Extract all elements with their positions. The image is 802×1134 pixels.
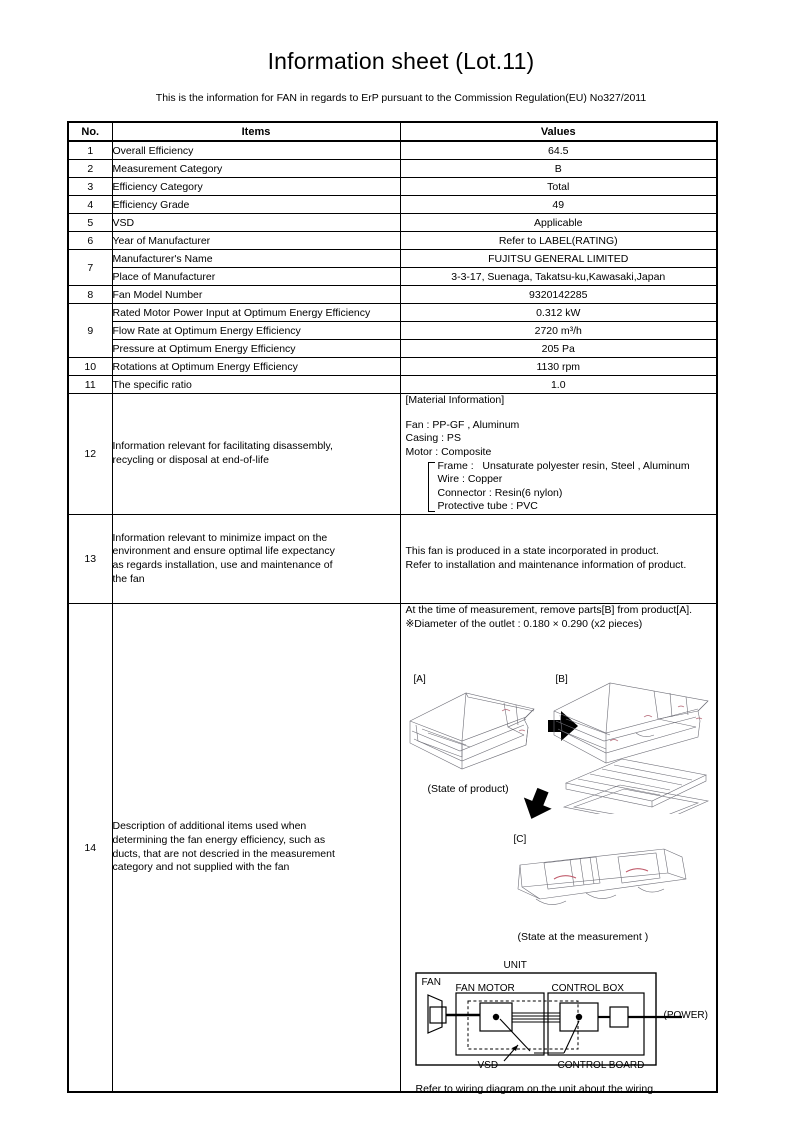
wiring-label-control-box: CONTROL BOX bbox=[551, 983, 624, 995]
column-header-items: Items bbox=[112, 122, 400, 141]
row-no: 10 bbox=[68, 358, 112, 376]
figure-label-c: [C] bbox=[513, 834, 527, 846]
table-row bbox=[68, 286, 717, 304]
row-no: 13 bbox=[68, 515, 112, 604]
row-item bbox=[112, 515, 400, 604]
row-no: 11 bbox=[68, 376, 112, 394]
motor-part-protective-tube: Protective tube : PVC bbox=[437, 500, 538, 513]
table-row bbox=[68, 160, 717, 178]
product-drawing-a bbox=[406, 683, 556, 778]
product-drawing-b-exploded bbox=[548, 679, 716, 814]
wiring-diagram-note: Refer to wiring diagram on the unit about the wiring. bbox=[415, 1083, 656, 1096]
spacer bbox=[406, 408, 717, 419]
row-item: Year of Manufacturer bbox=[112, 232, 400, 250]
material-motor: Motor : Composite bbox=[405, 445, 492, 458]
table-row bbox=[68, 178, 717, 196]
table-row bbox=[68, 141, 717, 160]
add-item-line-1: Description of additional items used when bbox=[112, 820, 307, 833]
row-item: Overall Efficiency bbox=[112, 141, 400, 160]
figure-area bbox=[406, 631, 717, 1096]
row-value: 1.0 bbox=[400, 376, 717, 394]
column-header-no: No. bbox=[68, 122, 112, 141]
table-row-material-info bbox=[68, 394, 717, 515]
table-row bbox=[68, 250, 717, 268]
row-no: 7 bbox=[68, 250, 112, 286]
motor-part-wire: Wire : Copper bbox=[437, 473, 503, 486]
row-value: Applicable bbox=[400, 214, 717, 232]
row-item: Flow Rate at Optimum Energy Efficiency bbox=[112, 322, 400, 340]
wiring-label-power: (POWER) bbox=[663, 1010, 708, 1022]
wiring-diagram bbox=[412, 961, 710, 1073]
add-item-line-3: ducts, that are not descried in the measurement bbox=[112, 847, 335, 860]
wiring-label-control-board: CONTROL BOARD bbox=[557, 1060, 645, 1072]
row-no: 5 bbox=[68, 214, 112, 232]
motor-part-connector: Connector : Resin(6 nylon) bbox=[437, 486, 563, 499]
page-title: Information sheet (Lot.11) bbox=[267, 48, 535, 74]
row-value: B bbox=[400, 160, 717, 178]
row-value bbox=[400, 515, 717, 604]
caption-state-of-product: (State of product) bbox=[427, 783, 509, 796]
row-value: Refer to LABEL(RATING) bbox=[400, 232, 717, 250]
row-no: 4 bbox=[68, 196, 112, 214]
table-row bbox=[68, 340, 717, 358]
row-item: Place of Manufacturer bbox=[112, 268, 400, 286]
row-item: Rotations at Optimum Energy Efficiency bbox=[112, 358, 400, 376]
row-no: 9 bbox=[68, 304, 112, 358]
row-item: VSD bbox=[112, 214, 400, 232]
row-no: 3 bbox=[68, 178, 112, 196]
row-item: Pressure at Optimum Energy Efficiency bbox=[112, 340, 400, 358]
table-row bbox=[68, 214, 717, 232]
row-value bbox=[400, 394, 717, 515]
material-fan: Fan : PP-GF , Aluminum bbox=[405, 418, 520, 431]
row-item: Rated Motor Power Input at Optimum Energy Efficiency bbox=[112, 304, 400, 322]
column-header-values: Values bbox=[400, 122, 717, 141]
row-no: 8 bbox=[68, 286, 112, 304]
row-value: 64.5 bbox=[400, 141, 717, 160]
row-value: 2720 m³/h bbox=[400, 322, 717, 340]
row-item: Fan Model Number bbox=[112, 286, 400, 304]
wiring-label-fan-motor: FAN MOTOR bbox=[455, 983, 515, 995]
table-row-additional-items bbox=[68, 604, 717, 1093]
material-list bbox=[406, 419, 717, 460]
env-item-line-3: as regards installation, use and maintenance of bbox=[112, 559, 333, 572]
material-item-line-1: Information relevant for facilitating disassembly, bbox=[112, 440, 333, 453]
table-row bbox=[68, 304, 717, 322]
add-value-line-1: At the time of measurement, remove parts[B] from product[A]. bbox=[405, 604, 693, 617]
material-casing: Casing : PS bbox=[405, 432, 461, 445]
table-row bbox=[68, 232, 717, 250]
row-item: Manufacturer's Name bbox=[112, 250, 400, 268]
table-row bbox=[68, 376, 717, 394]
row-item bbox=[112, 604, 400, 1093]
env-value-line-2: Refer to installation and maintenance information of product. bbox=[405, 559, 687, 572]
row-value: FUJITSU GENERAL LIMITED bbox=[400, 250, 717, 268]
row-item: The specific ratio bbox=[112, 376, 400, 394]
row-no: 1 bbox=[68, 141, 112, 160]
table-row bbox=[68, 322, 717, 340]
add-value-line-2: ※Diameter of the outlet : 0.180 × 0.290 (x2 pieces) bbox=[405, 617, 643, 630]
table-row bbox=[68, 358, 717, 376]
material-info-heading: [Material Information] bbox=[405, 394, 505, 406]
wiring-label-unit: UNIT bbox=[503, 960, 527, 972]
motor-parts-group bbox=[428, 460, 717, 515]
table-row bbox=[68, 268, 717, 286]
figure-label-b: [B] bbox=[555, 674, 568, 686]
row-item: Measurement Category bbox=[112, 160, 400, 178]
row-item: Efficiency Category bbox=[112, 178, 400, 196]
row-value bbox=[400, 604, 717, 1096]
material-item-line-2: recycling or disposal at end-of-life bbox=[112, 454, 269, 467]
row-value: 49 bbox=[400, 196, 717, 214]
add-item-line-4: category and not supplied with the fan bbox=[112, 861, 290, 874]
row-item: Efficiency Grade bbox=[112, 196, 400, 214]
row-value: 1130 rpm bbox=[400, 358, 717, 376]
row-no: 14 bbox=[68, 604, 112, 1093]
product-drawing-c bbox=[514, 845, 694, 925]
figure-label-a: [A] bbox=[413, 674, 426, 686]
row-value: 3-3-17, Suenaga, Takatsu-ku,Kawasaki,Japan bbox=[400, 268, 717, 286]
env-item-line-1: Information relevant to minimize impact on the bbox=[112, 531, 328, 544]
row-value: 0.312 kW bbox=[400, 304, 717, 322]
row-value: 205 Pa bbox=[400, 340, 717, 358]
row-no: 12 bbox=[68, 394, 112, 515]
motor-part-frame: Frame : Unsaturate polyester resin, Steel , Aluminum bbox=[437, 459, 690, 472]
row-no: 2 bbox=[68, 160, 112, 178]
row-no: 6 bbox=[68, 232, 112, 250]
wiring-label-vsd: VSD bbox=[477, 1060, 499, 1072]
add-item-line-2: determining the fan energy efficiency, such as bbox=[112, 834, 326, 847]
row-item bbox=[112, 394, 400, 515]
table-row-environment-info bbox=[68, 515, 717, 604]
information-table bbox=[67, 121, 718, 1096]
env-item-line-4: the fan bbox=[112, 572, 145, 585]
wiring-label-fan: FAN bbox=[421, 977, 441, 989]
table-row bbox=[68, 196, 717, 214]
row-value: Total bbox=[400, 178, 717, 196]
caption-state-at-measurement: (State at the measurement ) bbox=[517, 931, 649, 944]
table-header-row bbox=[68, 122, 717, 141]
env-item-line-2: environment and ensure optimal life expectancy bbox=[112, 545, 335, 558]
row-value: 9320142285 bbox=[400, 286, 717, 304]
page-subtitle: This is the information for FAN in regards to ErP pursuant to the Commission Regulation(EU) No327/2011 bbox=[155, 92, 647, 104]
env-value-line-1: This fan is produced in a state incorporated in product. bbox=[405, 545, 659, 558]
